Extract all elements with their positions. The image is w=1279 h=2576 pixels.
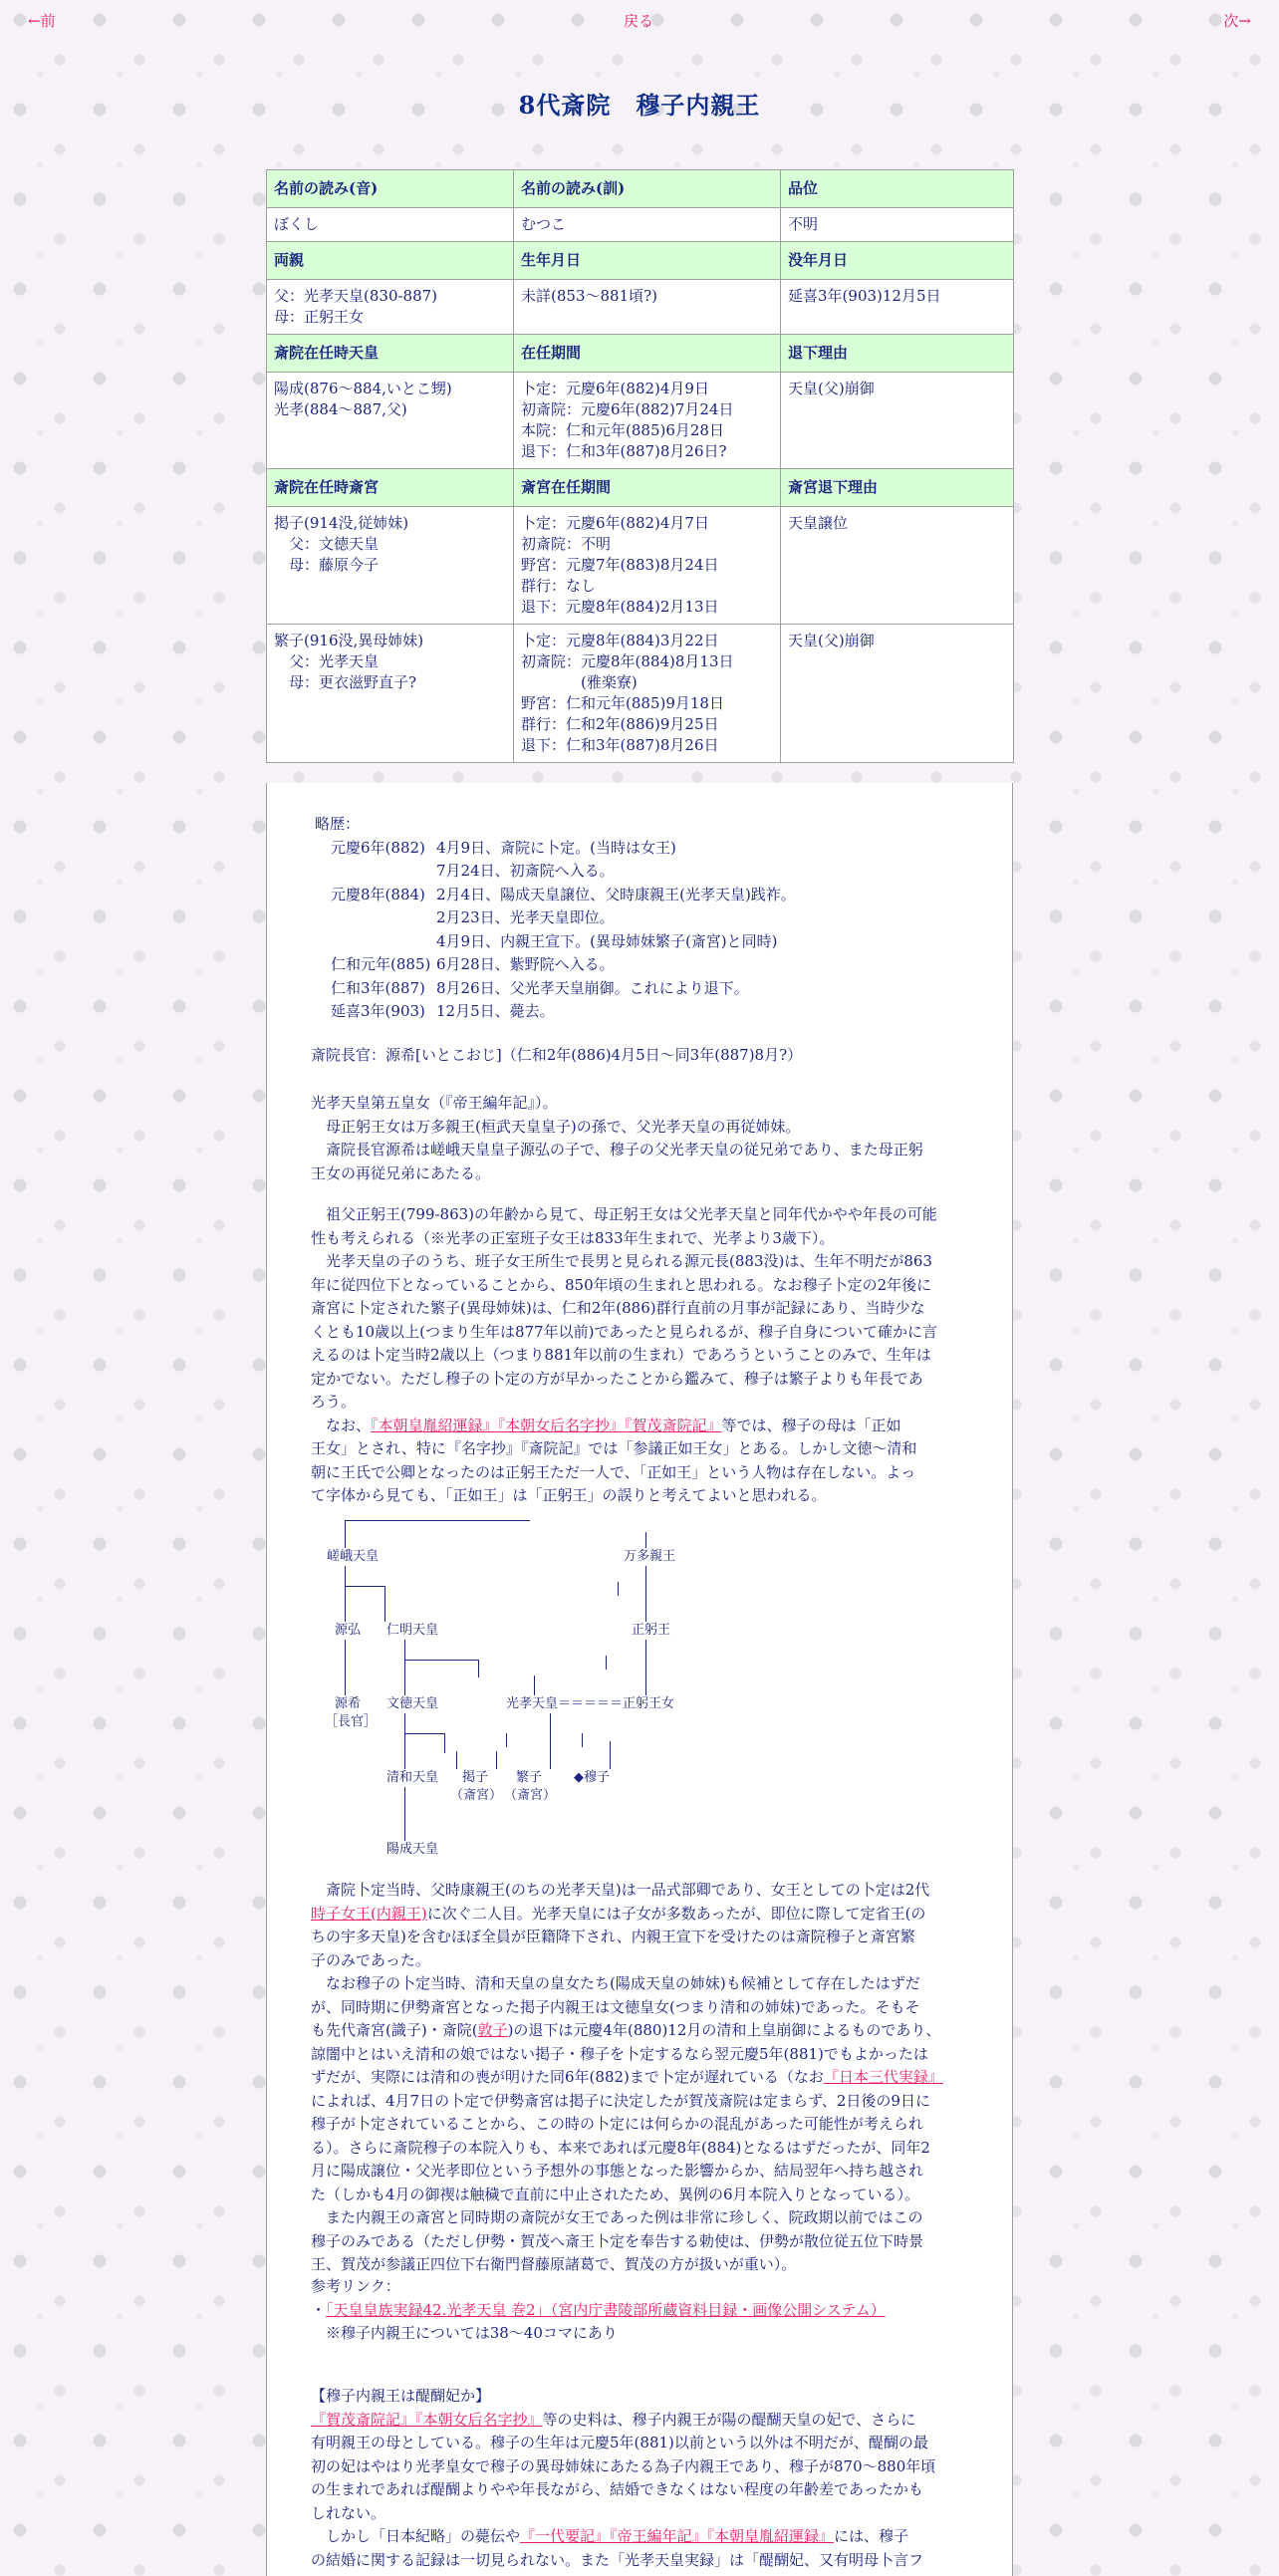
table-cell <box>781 208 1014 242</box>
tree-line <box>534 1675 535 1695</box>
header-cell: 生年月日 <box>514 242 781 280</box>
cell-text: 天皇譲位 <box>788 514 849 532</box>
text-line: 年に従四位下となっていることから、850年頃の生まれと思われる。なお穆子卜定の2年後に <box>311 1275 932 1294</box>
career-year: 仁和元年(885) <box>331 955 431 973</box>
cell-text: 繁子(916没,異母姉妹) 父：光孝天皇 母：更衣滋野直子? <box>274 632 424 691</box>
reference-item <box>311 2299 968 2323</box>
text-line: くとも10歳以上(つまり生年は877年以前)であったと見られるが、穆子自身について確かに言 <box>311 1322 937 1341</box>
cell-text: ぼくし <box>274 215 320 233</box>
text-run: 等では、穆子の母は「正如 <box>721 1416 901 1434</box>
node-shigeko: 繁子 <box>516 1770 543 1785</box>
table-cell <box>514 625 781 763</box>
career-event: 2月4日、陽成天皇譲位、父時康親王(光孝天皇)践祚。 <box>436 885 796 903</box>
text-run: )の退下は元慶4年(880)12月の清和上皇崩御によるものであり、 <box>507 2021 941 2039</box>
tree-line <box>645 1640 646 1695</box>
cell-text: むつこ <box>521 215 567 233</box>
text-line: ちの宇多天皇)を含むほぼ全員が臣籍降下され、内親王宣下を受けたのは斎院穆子と斎宮繁 <box>311 1928 915 1945</box>
text-line: 王女の再従兄弟にあたる。 <box>311 1163 491 1182</box>
list-item <box>315 884 972 907</box>
tree-line <box>496 1751 497 1769</box>
paragraph-2 <box>311 1203 968 1508</box>
kunaicho-link[interactable]: （宮内庁書陵部所蔵資料目録・画像公開システム） <box>550 2300 886 2319</box>
table-cell <box>781 625 1014 763</box>
header-cell: 斎院在任時天皇 <box>267 335 514 373</box>
career-event: 4月9日、斎院に卜定。(当時は女王) <box>436 838 676 857</box>
header-cell: 両親 <box>267 242 514 280</box>
text-line: 初の妃はやはり光孝皇女で穆子の異母姉妹にあたる為子内親王であり、穆子が870～880年頃 <box>311 2456 936 2475</box>
cell-text: 卜定：元慶8年(884)3月22日 初斎院：元慶8年(884)8月13日 (雅楽寮) 野宮：仁和元年(885)9月18日 群行：仁和2年(886)9月25日 退下：仁和3年(887)8月26日 <box>521 632 734 754</box>
tree-line <box>404 1713 405 1769</box>
daigo-section <box>311 2385 968 2572</box>
tree-line <box>550 1713 551 1769</box>
header-cell: 没年月日 <box>781 242 1014 280</box>
text-line: 王、賀茂が参議正四位下右衛門督藤原諸葛で、賀茂の方が扱いが重い）。 <box>311 2255 797 2273</box>
text-line: えるのは卜定当時2歳以上（つまり881年以前の生まれ）であろうということのみで、生年は <box>311 1346 931 1364</box>
node-saga: 嵯峨天皇 <box>327 1549 380 1564</box>
text-run: に次ぐ二人目。光孝天皇には子女が多数あったが、即位に際して定省王(の <box>426 1904 926 1923</box>
tree-line <box>404 1640 405 1695</box>
career-heading: 略歴： <box>315 815 361 833</box>
career-event: 8月26日、父光孝天皇崩御。これにより退下。 <box>436 978 749 997</box>
career-year <box>315 860 436 884</box>
cell-text: 天皇(父)崩御 <box>788 380 875 397</box>
text-line: 月に陽成譲位・父光孝即位という予想外の事態となった影響からか、結局翌年へ持ち越され <box>311 2162 924 2180</box>
table-header-row <box>267 469 1014 507</box>
tree-line <box>456 1751 457 1769</box>
text-line: 性も考えられる（※光孝の正室班子女王は833年生まれで、光孝より3歳下）。 <box>311 1228 835 1247</box>
node-kakushi-note: （斎宮） <box>450 1788 503 1803</box>
paragraph-1 <box>311 1092 968 1185</box>
article-body <box>266 783 1013 2576</box>
text-line <box>311 2019 968 2043</box>
text-line: 有明親王の母としている。穆子の生年は元慶5年(881)以前という以外は不明だが、醍醐の最 <box>311 2434 928 2451</box>
text-line: 斎宮に卜定された繁子(異母姉妹)は、仁和2年(886)群行直前の月事が記録にあり、当時少な <box>311 1299 925 1317</box>
career-year <box>315 930 436 954</box>
text-line <box>311 1415 968 1438</box>
table-cell <box>267 373 514 469</box>
sandai-jitsuroku-link[interactable]: 『日本三代実録』 <box>823 2068 943 2086</box>
text-run: ずだが、実際には清和の喪が明けた同6年(882)まで卜定が遅れている（なお <box>311 2068 824 2086</box>
text-line: 定かでない。ただし穆子の卜定の方が早かったことから鑑みて、穆子は繁子よりも年長であ <box>311 1369 923 1388</box>
text-run: には、穆子 <box>834 2527 909 2545</box>
text-line <box>311 1903 968 1927</box>
text-run: 等の史料は、穆子内親王が陽の醍醐天皇の妃で、さらに <box>542 2410 916 2429</box>
table-cell <box>514 280 781 335</box>
tree-line <box>618 1582 619 1596</box>
cell-text: 陽成(876～884,いとこ甥) 光孝(884～887,父) <box>274 380 452 418</box>
genealogy-chart <box>311 1520 968 1859</box>
cell-text: 延喜3年(903)12月5日 <box>788 287 941 305</box>
node-manta: 万多親王 <box>624 1549 676 1564</box>
text-line: 斎院卜定当時、父時康親王(のちの光孝天皇)は一品式部卿であり、女王としての卜定は2代 <box>311 1881 930 1899</box>
text-run: なお、 <box>311 1416 372 1434</box>
source-link[interactable]: 『本朝皇胤紹運録』『本朝女后名字抄』『賀茂斎院記』 <box>371 1416 722 1434</box>
node-masami: 正躬王 <box>632 1623 671 1638</box>
career-event: 7月24日、初斎院へ入る。 <box>436 862 615 880</box>
career-year: 延喜3年(903) <box>331 1002 425 1020</box>
list-item <box>315 977 972 1001</box>
list-item <box>315 953 972 977</box>
career-event: 6月28日、紫野院へ入る。 <box>436 955 615 973</box>
paragraph-4 <box>311 1879 968 2277</box>
tree-line <box>345 1520 530 1521</box>
tree-line <box>404 1787 405 1841</box>
tokiko-link[interactable]: 時子女王(内親王) <box>311 1904 427 1923</box>
text-line: しれない。 <box>311 2503 386 2522</box>
table-header-row <box>267 170 1014 208</box>
career-year <box>315 906 436 930</box>
table-row <box>267 373 1014 469</box>
tree-line <box>345 1640 346 1695</box>
table-cell <box>514 373 781 469</box>
back-link[interactable]: 戻る <box>624 12 654 30</box>
cell-text: 天皇(父)崩御 <box>788 632 875 649</box>
tree-line <box>582 1733 583 1747</box>
list-item <box>315 906 972 930</box>
node-kakushi: 掲子 <box>462 1770 489 1785</box>
text-line <box>311 2066 968 2090</box>
source-link[interactable]: 『賀茂斎院記』『本朝女后名字抄』 <box>311 2410 543 2429</box>
node-seiwa: 清和天皇 <box>386 1770 439 1785</box>
node-ninmyo: 仁明天皇 <box>386 1623 439 1638</box>
source-link[interactable]: 『一代要記』『帝王編年記』『本朝皇胤紹運録』 <box>520 2527 835 2545</box>
page-title: 8代斎院 穆子内親王 <box>518 91 761 120</box>
table-header-row <box>267 242 1014 280</box>
node-mare: 源希 <box>335 1696 362 1711</box>
text-line <box>311 2525 968 2549</box>
career-year: 元慶6年(882) <box>331 838 425 857</box>
text-line: 母正躬王女は万多親王(桓武天皇皇子)の孫で、父光孝天皇の再従姉妹。 <box>311 1117 801 1136</box>
text-line: た（しかも4月の御禊は触穢で直前に中止されたため、異例の6月本院入りとなっている）。 <box>311 2185 919 2203</box>
header-cell: 退下理由 <box>781 335 1014 373</box>
text-line: 光孝天皇の子のうち、班子女王所生で長男と見られる源元長(883没)は、生年不明だが863 <box>311 1252 932 1270</box>
chokan-line: 斎院長官：源希[いとこおじ]（仁和2年(886)4月5日～同3年(887)8月?） <box>311 1046 803 1064</box>
table-cell <box>781 373 1014 469</box>
cell-text: 不明 <box>788 215 819 233</box>
text-line: 穆子が卜定されていることから、この時の卜定には何らかの混乱があった可能性が考えられ <box>311 2115 923 2133</box>
text-line: 朝に王氏で公卿となったのは正躬王ただ一人で、「正如王」という人物は存在しない。よっ <box>311 1462 916 1481</box>
tree-line <box>404 1733 444 1734</box>
tree-line <box>645 1566 646 1622</box>
list-item <box>315 837 972 861</box>
table-cell <box>267 507 514 625</box>
text-line: なお穆子の卜定当時、清和天皇の皇女たち(陽成天皇の姉妹)も候補として存在したはずだ <box>311 1974 920 1992</box>
cell-text: 掲子(914没,従姉妹) 父：文徳天皇 母：藤原今子 <box>274 514 409 574</box>
atsuko-link[interactable]: 敦子 <box>477 2021 508 2039</box>
career-year: 元慶8年(884) <box>331 885 425 903</box>
list-item <box>315 930 972 954</box>
table-cell <box>781 507 1014 625</box>
text-line: 祖父正躬王(799-863)の年齢から見て、母正躬王女は父光孝天皇と同年代かやや年長の可能 <box>311 1205 937 1223</box>
tree-line <box>384 1586 385 1622</box>
cell-text: 未詳(853～881頃?) <box>521 287 658 305</box>
tree-line <box>444 1733 445 1753</box>
node-shigeko-note: （斎宮） <box>504 1788 557 1803</box>
text-line: 穆子のみである（ただし伊勢・賀茂へ斎王卜定を奉告する勅使は、伊勢が散位従五位下時景 <box>311 2231 924 2250</box>
node-montoku: 文徳天皇 <box>386 1696 439 1711</box>
text-line <box>311 2409 968 2433</box>
reference-heading: 参考リンク： <box>311 2277 400 2295</box>
text-line: によれば、4月7日の卜定で伊勢斎宮は掲子に決定したが賀茂斎院は定まらず、2日後の9日に <box>311 2091 930 2110</box>
table-cell <box>267 280 514 335</box>
header-cell: 名前の読み(音) <box>267 170 514 208</box>
cell-text: 卜定：元慶6年(882)4月9日 初斎院：元慶6年(882)7月24日 本院：仁和元年(885)6月28日 退下：仁和3年(887)8月26日? <box>521 380 734 460</box>
top-navigation <box>0 10 1279 34</box>
node-hiromu: 源弘 <box>335 1623 362 1638</box>
text-line: の生まれであれば醍醐よりやや年長ながら、結婚できなくはない程度の年齢差であったかも <box>311 2480 923 2498</box>
career-event: 4月9日、内親王宣下。(異母姉妹繁子(斎宮)と同時) <box>436 931 778 950</box>
cell-text: 卜定：元慶6年(882)4月7日 初斎院：不明 野宮：元慶7年(883)8月24日 群行：なし 退下：元慶8年(884)2月13日 <box>521 514 719 616</box>
text-line: が、同時期に伊勢斎宮となった掲子内親王は文徳皇女(つまり清和の姉妹)であった。そもそ <box>311 1997 920 2016</box>
table-row <box>267 280 1014 335</box>
reference-note: ※穆子内親王については38～40コマにあり <box>311 2324 618 2342</box>
text-line: 子のみであった。 <box>311 1950 430 1969</box>
tree-line <box>478 1660 479 1677</box>
career-year: 仁和3年(887) <box>331 978 425 997</box>
text-line: 光孝天皇第五皇女（『帝王編年記』）。 <box>311 1094 558 1112</box>
tree-line <box>645 1532 646 1548</box>
node-chokan: ［長官］ <box>325 1714 378 1729</box>
tree-line <box>506 1733 507 1747</box>
table-cell <box>781 280 1014 335</box>
tree-line <box>606 1656 607 1670</box>
text-line: る）。さらに斎院穆子の本院入りも、本来であれば元慶8年(884)となるはずだったが、同年2 <box>311 2138 930 2157</box>
bullet: ・ <box>311 2300 327 2319</box>
list-item <box>315 860 972 884</box>
career-event: 2月23日、光孝天皇即位。 <box>436 908 615 926</box>
table-row <box>267 625 1014 763</box>
career-event: 12月5日、薨去。 <box>436 1002 555 1020</box>
jitsuroku-link[interactable]: 「天皇皇族実録42.光孝天皇 巻2」 <box>326 2300 551 2319</box>
table-cell <box>267 208 514 242</box>
header-cell: 斎宮在任期間 <box>514 469 781 507</box>
header-cell: 斎院在任時斎宮 <box>267 469 514 507</box>
career-list <box>315 813 972 1024</box>
node-bokushi: ◆穆子 <box>574 1770 610 1785</box>
text-line: 諒闇中とはいえ清和の娘ではない掲子・穆子を卜定するなら翌元慶5年(881)でもよかったは <box>311 2044 928 2063</box>
tree-line <box>345 1520 346 1548</box>
cell-text: 父：光孝天皇(830-887) 母：正躬王女 <box>274 287 438 326</box>
prev-link[interactable]: ←前 <box>28 12 56 30</box>
text-line: 斎院長官源希は嵯峨天皇皇子源弘の子で、穆子の父光孝天皇の従兄弟であり、また母正躬 <box>311 1141 923 1159</box>
text-line: ろう。 <box>311 1393 357 1411</box>
header-cell: 品位 <box>781 170 1014 208</box>
table-cell <box>514 507 781 625</box>
header-cell: 斎宮退下理由 <box>781 469 1014 507</box>
node-koko: 光孝天皇＝＝＝＝＝正躬王女 <box>506 1696 675 1711</box>
header-cell: 在任期間 <box>514 335 781 373</box>
list-item <box>315 1000 972 1024</box>
text-line: て字体から見ても、「正如王」は「正躬王」の誤りと考えてよいと思われる。 <box>311 1486 827 1504</box>
next-link[interactable]: 次→ <box>1223 12 1251 30</box>
text-line: また内親王の斎宮と同時期の斎院が女王であった例は非常に珍しく、院政期以前ではこの <box>311 2208 923 2226</box>
reference-section <box>311 2275 968 2346</box>
text-run: も先代斎宮(識子)・斎院( <box>311 2021 478 2039</box>
text-line: の結婚に関する記録は一切見られない。また「光孝天皇実録」は「醍醐妃、又有明母卜言フ <box>311 2550 924 2569</box>
tree-line <box>345 1586 384 1587</box>
tree-line <box>404 1660 478 1661</box>
table-row <box>267 208 1014 242</box>
table-header-row <box>267 335 1014 373</box>
text-line: 王女」とされ、特に『名字抄』『斎院記』では「参議正如王女」とある。しかし文徳～清和 <box>311 1439 917 1457</box>
profile-table <box>266 169 1014 763</box>
table-row <box>267 507 1014 625</box>
node-yozei: 陽成天皇 <box>386 1842 439 1857</box>
tree-line <box>610 1741 611 1769</box>
header-cell: 名前の読み(訓) <box>514 170 781 208</box>
section-heading: 【穆子内親王は醍醐妃か】 <box>311 2387 491 2405</box>
table-cell <box>514 208 781 242</box>
tree-line <box>345 1566 346 1622</box>
text-run: しかし「日本紀略」の薨伝や <box>311 2527 521 2545</box>
table-cell <box>267 625 514 763</box>
